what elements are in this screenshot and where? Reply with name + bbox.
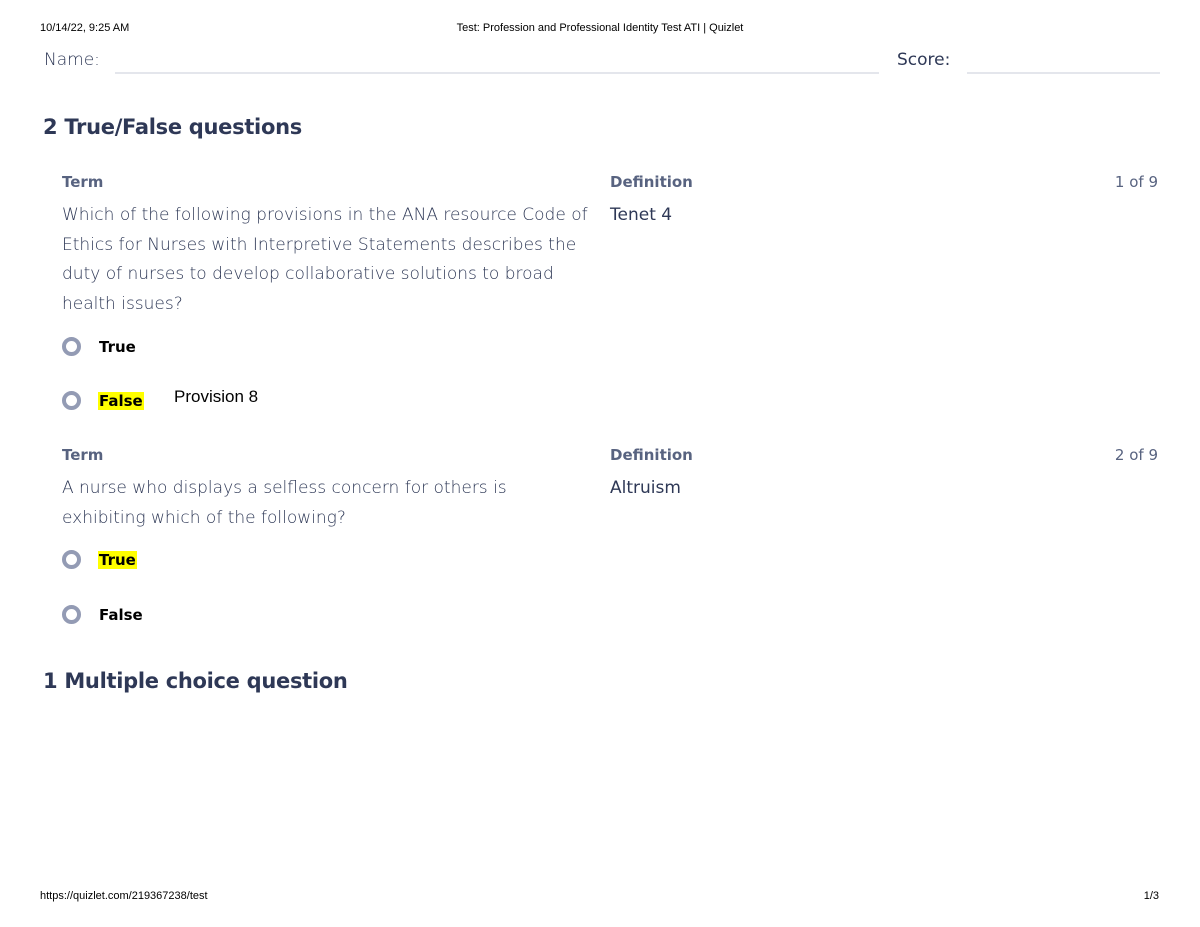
definition-header: Definition <box>610 446 693 464</box>
handwritten-note: Provision 8 <box>174 387 259 406</box>
name-label: Name: <box>44 50 100 70</box>
question-counter: 1 of 9 <box>1114 173 1158 191</box>
question-card-2 <box>62 446 1158 626</box>
true-false-section-title: 2 True/False questions <box>43 115 302 139</box>
score-field[interactable] <box>967 72 1160 74</box>
term-text: Which of the following provisions in the ANA resource Code of Ethics for Nurses with Interpretive Statements describes the duty of nurses to develop collaborative solutions to broad health issues? <box>62 205 588 314</box>
definition-header: Definition <box>610 173 693 191</box>
radio-button[interactable] <box>62 337 81 356</box>
option-label-highlighted: False <box>99 392 143 410</box>
option-label: True <box>99 338 136 356</box>
radio-button[interactable] <box>62 550 81 569</box>
option-false[interactable] <box>62 387 362 413</box>
option-label-highlighted: True <box>99 551 136 569</box>
option-label: False <box>99 606 143 624</box>
name-score-row <box>44 48 1158 76</box>
definition-text: Tenet 4 <box>610 205 673 225</box>
footer-url: https://quizlet.com/219367238/test <box>40 890 208 902</box>
radio-button[interactable] <box>62 391 81 410</box>
print-header <box>40 22 1160 38</box>
definition-text: Altruism <box>610 478 681 498</box>
term-header: Term <box>62 446 104 464</box>
multiple-choice-section-title: 1 Multiple choice question <box>43 669 348 693</box>
question-counter: 2 of 9 <box>1114 446 1158 464</box>
term-text: A nurse who displays a selfless concern for others is exhibiting which of the following? <box>62 478 507 528</box>
term-header: Term <box>62 173 104 191</box>
question-card-1 <box>62 173 1158 413</box>
name-field[interactable] <box>115 72 879 74</box>
score-label: Score: <box>897 50 951 70</box>
radio-button[interactable] <box>62 605 81 624</box>
print-datetime: 10/14/22, 9:25 AM <box>40 22 130 34</box>
footer-page-number: 1/3 <box>1143 890 1159 902</box>
print-page-title: Test: Profession and Professional Identity Test ATI | Quizlet <box>456 22 744 34</box>
